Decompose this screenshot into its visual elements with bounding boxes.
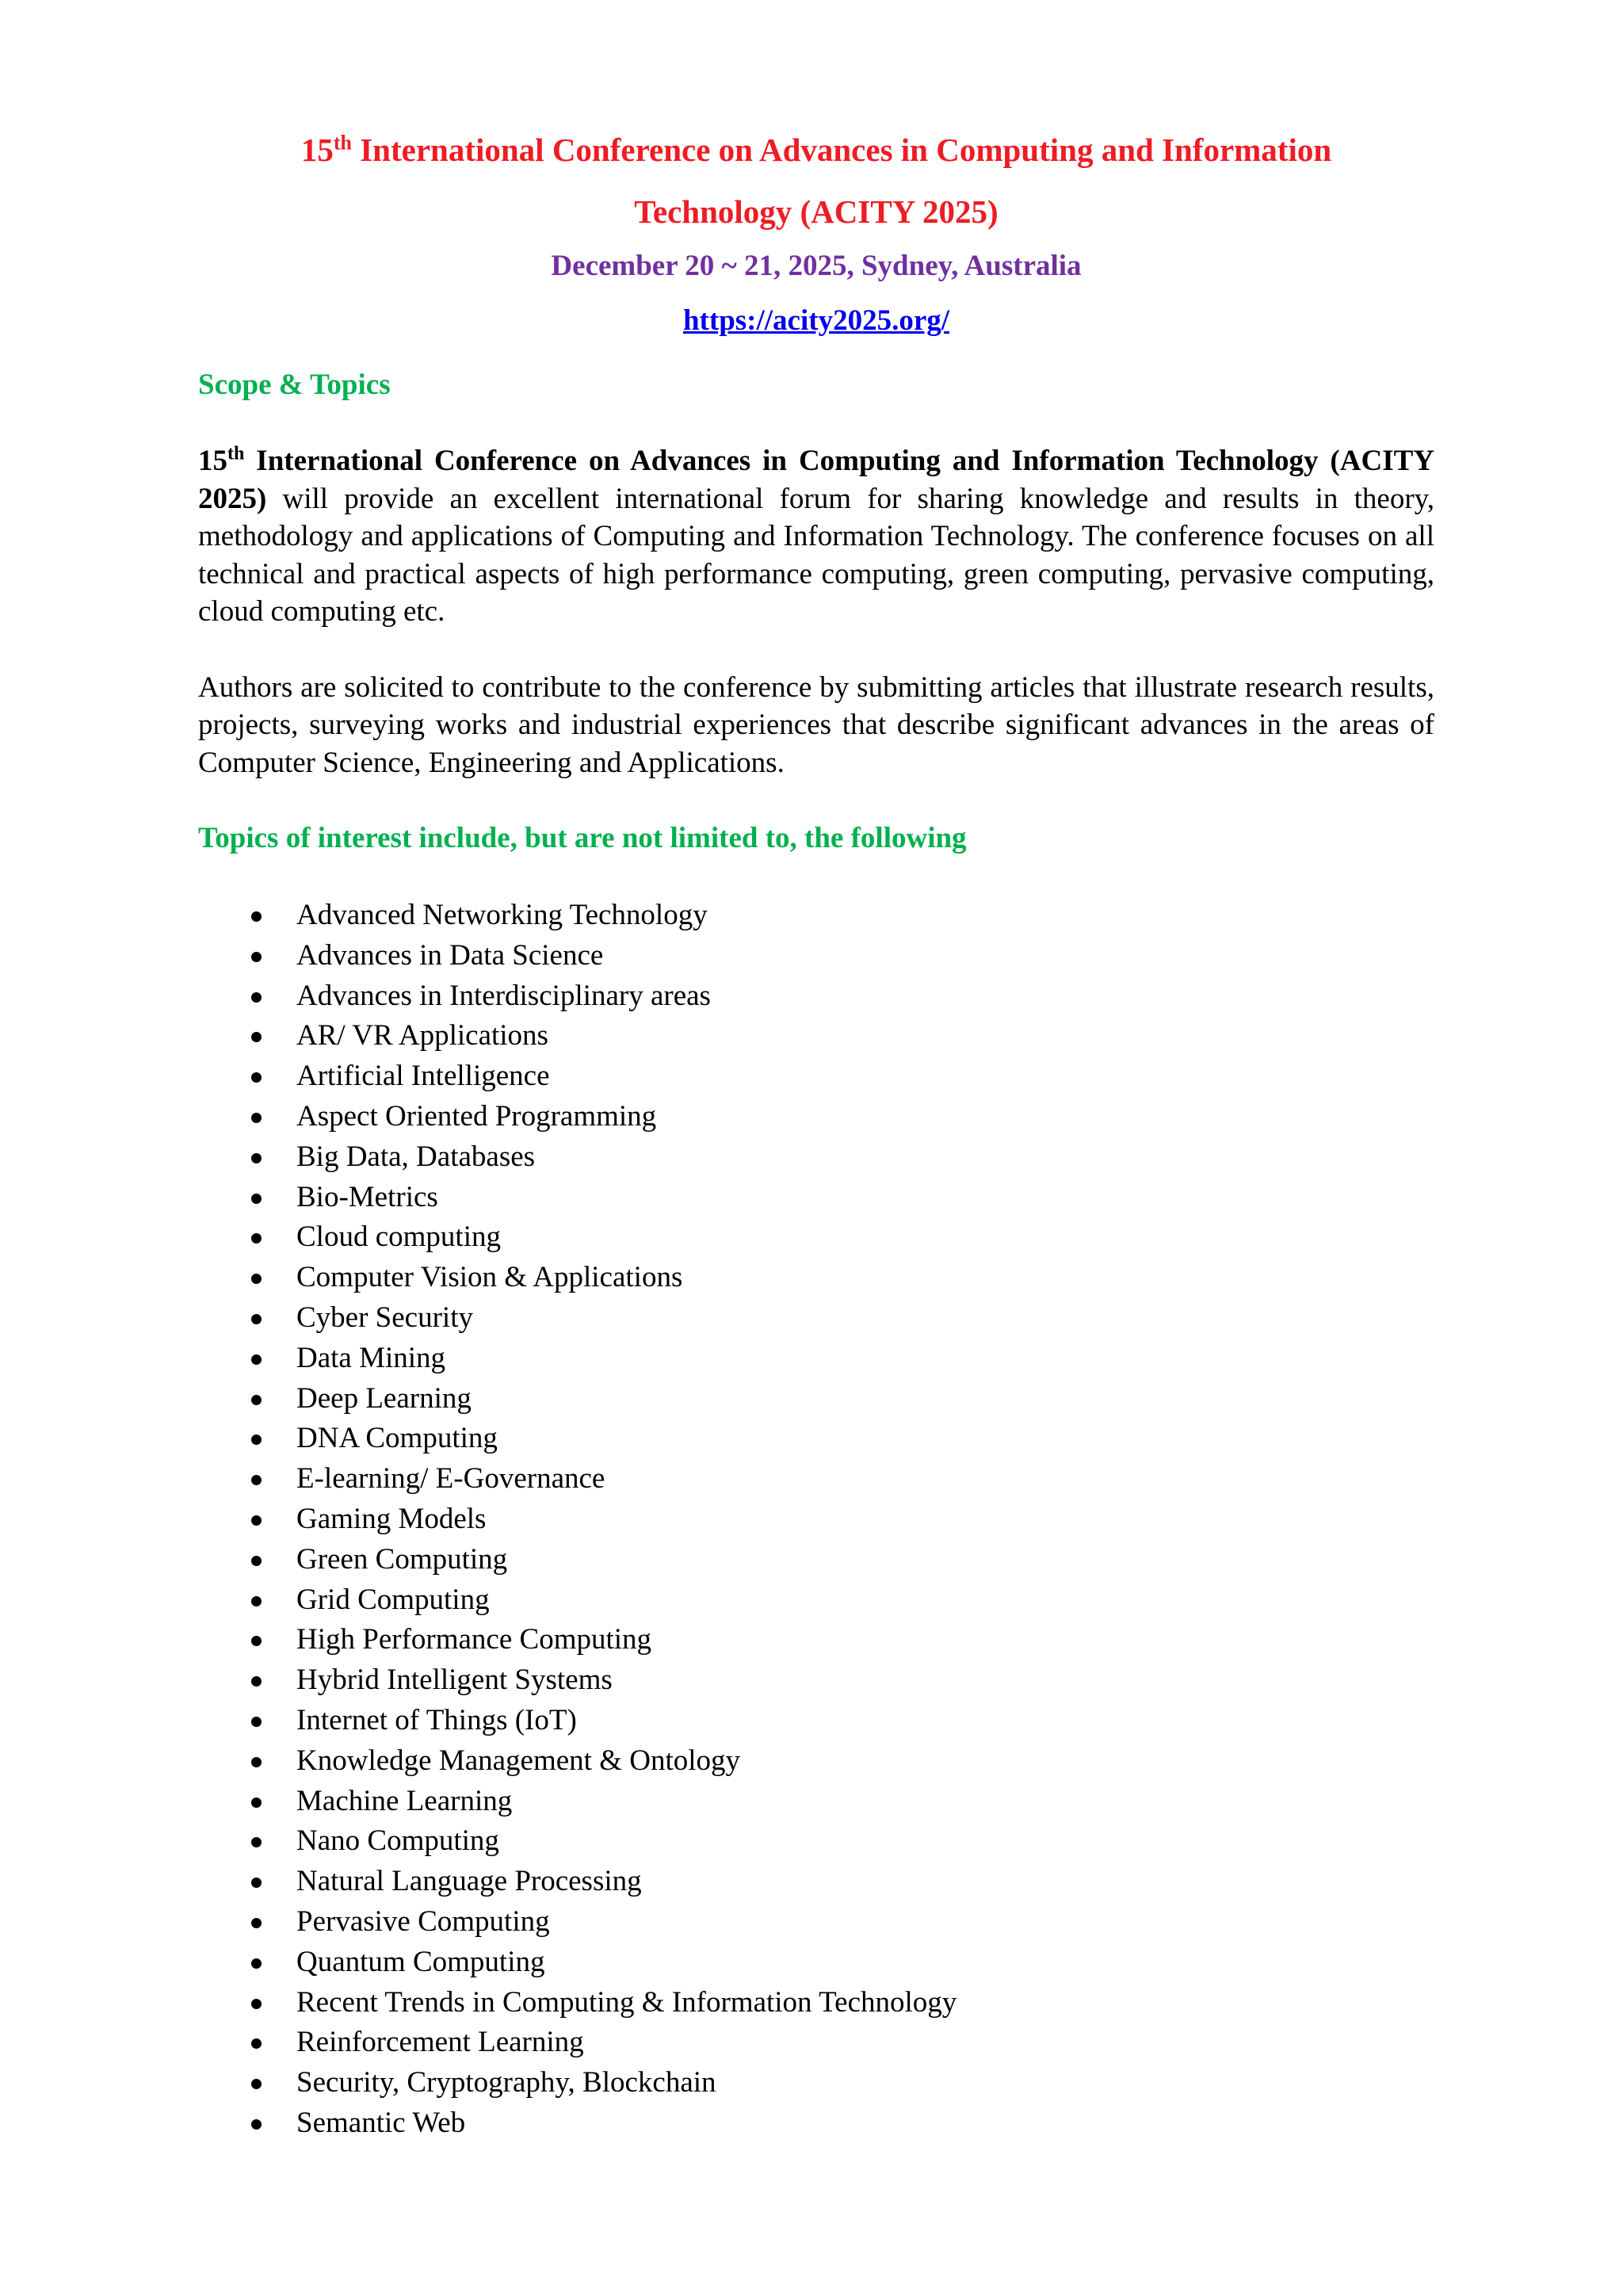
topic-list-item (198, 1016, 1434, 1056)
bullet-icon (251, 1556, 262, 1566)
bullet-icon (251, 952, 262, 962)
topic-label: Artificial Intelligence (296, 1060, 550, 1093)
para-ordinal-number: 15 (198, 445, 227, 477)
para-ordinal-suffix: th (227, 443, 245, 464)
topic-label: Computer Vision & Applications (296, 1261, 683, 1294)
bullet-icon (251, 1274, 262, 1284)
topic-list-item (198, 1580, 1434, 1621)
bullet-icon (251, 1999, 262, 2009)
title-line1-rest: International Conference on Advances in Computing and Information (351, 132, 1332, 168)
topic-list-item (198, 1902, 1434, 1943)
title-ordinal-number: 15 (300, 132, 334, 168)
topic-list-item (198, 976, 1434, 1017)
title-line2: Technology (ACITY 2025) (634, 193, 999, 230)
topic-label: Advances in Interdisciplinary areas (296, 979, 711, 1012)
topic-list-item (198, 1821, 1434, 1862)
topic-list-item (198, 1741, 1434, 1782)
topic-label: Green Computing (296, 1542, 508, 1576)
scope-paragraph-1 (198, 442, 1434, 631)
bullet-icon (251, 1636, 262, 1646)
topic-label: Deep Learning (296, 1381, 472, 1415)
bullet-icon (251, 1596, 262, 1606)
topic-list-item (198, 1056, 1434, 1097)
topic-list-item (198, 1217, 1434, 1258)
topic-label: Big Data, Databases (296, 1140, 536, 1173)
topic-label: E-learning/ E-Governance (296, 1462, 605, 1496)
topic-label: Knowledge Management & Ontology (296, 1744, 741, 1777)
bullet-icon (251, 1153, 262, 1163)
topic-label: Bio-Metrics (296, 1180, 438, 1213)
bullet-icon (251, 1395, 262, 1405)
bullet-icon (251, 1918, 262, 1928)
bullet-icon (251, 1194, 262, 1204)
topic-label: Advances in Data Science (296, 938, 604, 972)
scope-paragraph-2: Authors are solicited to contribute to the conference by submitting articles that illustrate research results, projects, surveying works and industrial experiences that describe significant advances in the areas of Computer Science, Engineering and Applications. (198, 670, 1434, 779)
conference-dates-location: December 20 ~ 21, 2025, Sydney, Australia (551, 250, 1082, 282)
topic-label: Quantum Computing (296, 1945, 545, 1978)
topic-label: Semantic Web (296, 2106, 466, 2139)
topic-list-item (198, 1178, 1434, 1218)
bullet-icon (251, 1837, 262, 1847)
bullet-icon (251, 1797, 262, 1808)
topic-list-item (198, 1983, 1434, 2023)
topic-label: Security, Cryptography, Blockchain (296, 2066, 716, 2099)
topic-label: DNA Computing (296, 1422, 498, 1455)
bullet-icon (251, 911, 262, 922)
topic-list-item (198, 1097, 1434, 1137)
topic-list-item (198, 1782, 1434, 1822)
topic-list-item (198, 1137, 1434, 1178)
bullet-icon (251, 1113, 262, 1123)
topic-label: Nano Computing (296, 1824, 499, 1858)
bullet-icon (251, 1475, 262, 1485)
topic-label: Cyber Security (296, 1301, 473, 1334)
topics-heading: Topics of interest include, but are not limited to, the following (198, 822, 967, 854)
topic-label: Aspect Oriented Programming (296, 1099, 657, 1133)
topic-label: Data Mining (296, 1341, 446, 1374)
topic-label: Reinforcement Learning (296, 2026, 584, 2059)
topic-list-item (198, 1379, 1434, 1419)
topic-list-item (198, 1298, 1434, 1339)
topic-list-item (198, 2103, 1434, 2144)
topics-list (198, 896, 1434, 2144)
topic-label: Pervasive Computing (296, 1904, 550, 1938)
topic-label: Cloud computing (296, 1221, 501, 1254)
topic-list-item (198, 1499, 1434, 1540)
topic-label: Grid Computing (296, 1583, 490, 1616)
topic-label: Advanced Networking Technology (296, 899, 708, 931)
topic-list-item (198, 896, 1434, 936)
bullet-icon (251, 992, 262, 1003)
bullet-icon (251, 2119, 262, 2130)
topic-list-item (198, 1620, 1434, 1660)
bullet-icon (251, 1435, 262, 1445)
title-ordinal-suffix: th (333, 131, 352, 155)
topic-label: Natural Language Processing (296, 1865, 642, 1898)
topic-list-item (198, 936, 1434, 976)
scope-heading: Scope & Topics (198, 369, 391, 401)
topic-list-item (198, 1459, 1434, 1499)
topic-label: High Performance Computing (296, 1623, 652, 1656)
topic-label: Internet of Things (IoT) (296, 1703, 577, 1736)
conference-url-line (198, 302, 1434, 340)
topic-list-item (198, 1258, 1434, 1298)
bullet-icon (251, 2079, 262, 2089)
bullet-icon (251, 1072, 262, 1083)
topic-list-item (198, 1862, 1434, 1902)
bullet-icon (251, 1757, 262, 1767)
bullet-icon (251, 1717, 262, 1727)
bullet-icon (251, 1314, 262, 1324)
bullet-icon (251, 1354, 262, 1365)
topic-label: Gaming Models (296, 1502, 487, 1535)
topic-label: AR/ VR Applications (296, 1019, 548, 1052)
topic-list-item (198, 1943, 1434, 1983)
document-page (198, 119, 1434, 2144)
bullet-icon (251, 1032, 262, 1042)
topic-list-item (198, 1540, 1434, 1580)
bullet-icon (251, 2038, 262, 2049)
topic-list-item (198, 2023, 1434, 2063)
topic-list-item (198, 1660, 1434, 1701)
topic-list-item (198, 2063, 1434, 2103)
topic-list-item (198, 1419, 1434, 1459)
topic-label: Hybrid Intelligent Systems (296, 1664, 613, 1697)
conference-title (198, 119, 1434, 243)
bullet-icon (251, 1515, 262, 1526)
bullet-icon (251, 1958, 262, 1969)
topic-list-item (198, 1339, 1434, 1379)
conference-website-link[interactable]: https://acity2025.org/ (682, 304, 950, 337)
topic-label: Recent Trends in Computing & Information Technology (296, 1985, 957, 2019)
bullet-icon (251, 1878, 262, 1888)
topic-list-item (198, 1701, 1434, 1741)
para-bold-rest: International Conference on Advances in Computing and Information Technology (ACITY 2025) (198, 445, 1434, 515)
topic-label: Machine Learning (296, 1784, 513, 1817)
bullet-icon (251, 1233, 262, 1244)
scope-paragraph-1-text: will provide an excellent international forum for sharing knowledge and results in theory, methodology and applications of Computing and Information Technology. The conference focuses on all technical and practical aspects of high performance computing, green computing, pervasive computing, cloud computing etc. (198, 482, 1434, 628)
bullet-icon (251, 1676, 262, 1687)
